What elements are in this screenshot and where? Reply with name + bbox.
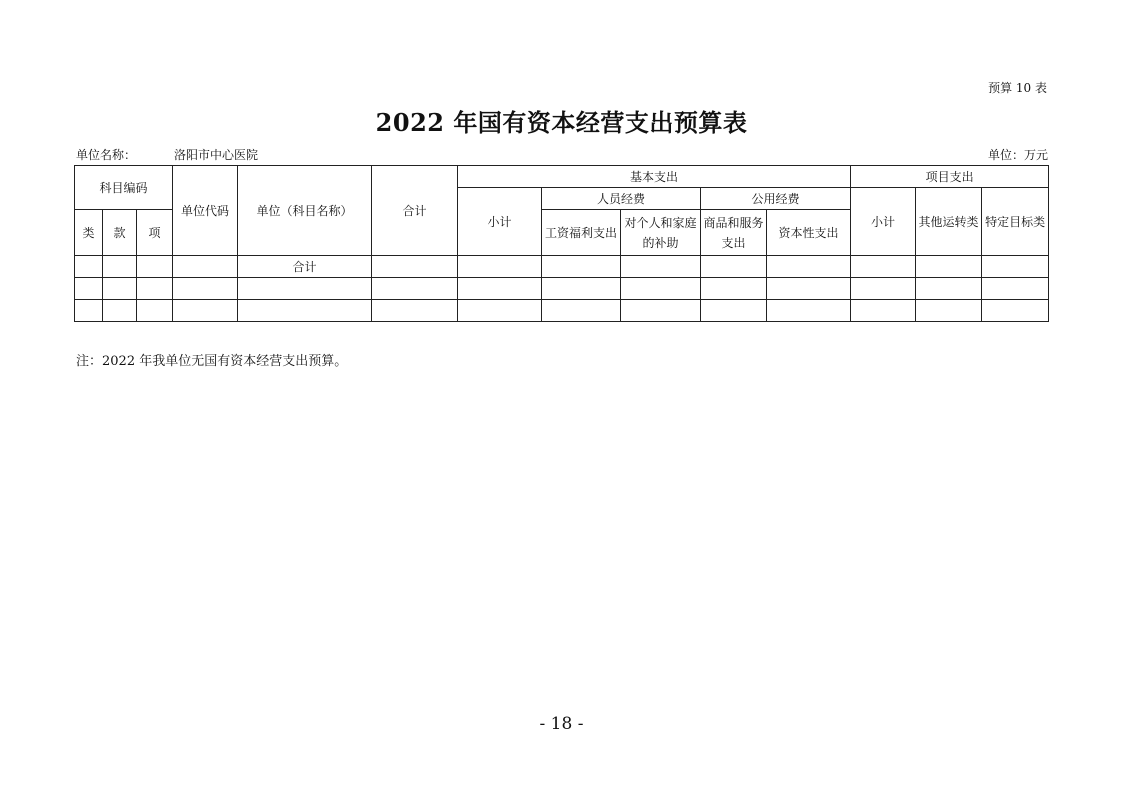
- header-section: 款: [103, 210, 137, 256]
- header-other-operation: 其他运转类: [916, 188, 982, 256]
- header-total: 合计: [372, 166, 458, 256]
- row-unit-subject-name: [238, 278, 372, 300]
- budget-table: [74, 165, 1049, 322]
- table-row: [75, 278, 1049, 300]
- row-unit-subject-name: 合计: [238, 256, 372, 278]
- unit-name-label: 单位名称：: [76, 148, 137, 162]
- meta-row: [76, 146, 1048, 162]
- header-project-expenditure: 项目支出: [851, 166, 1049, 188]
- header-public-expenses: 公用经费: [701, 188, 851, 210]
- table-row: [75, 256, 1049, 278]
- header-individual-family-subsidy: 对个人和家庭的补助: [621, 210, 701, 256]
- form-number: 预算 10 表: [988, 81, 1047, 95]
- table-row: [75, 300, 1049, 322]
- header-category: 类: [75, 210, 103, 256]
- unit-name-value: 洛阳市中心医院: [174, 148, 259, 162]
- footnote: 注：2022 年我单位无国有资本经营支出预算。: [76, 354, 348, 369]
- header-unit-subject-name: 单位（科目名称）: [238, 166, 372, 256]
- header-capital-expenditure: 资本性支出: [767, 210, 851, 256]
- header-project-subtotal: 小计: [851, 188, 916, 256]
- header-item: 项: [137, 210, 173, 256]
- header-basic-expenditure: 基本支出: [458, 166, 851, 188]
- header-basic-subtotal: 小计: [458, 188, 542, 256]
- unit-measure: 单位：万元: [987, 148, 1048, 162]
- page-number: - 18 -: [539, 714, 584, 734]
- header-subject-code: 科目编码: [75, 166, 173, 210]
- header-specific-target: 特定目标类: [982, 188, 1049, 256]
- header-unit-code: 单位代码: [173, 166, 238, 256]
- header-personnel-expenses: 人员经费: [542, 188, 701, 210]
- page-title: 2022 年国有资本经营支出预算表: [375, 108, 748, 137]
- row-unit-subject-name: [238, 300, 372, 322]
- header-salary-welfare: 工资福利支出: [542, 210, 621, 256]
- header-goods-services: 商品和服务支出: [701, 210, 767, 256]
